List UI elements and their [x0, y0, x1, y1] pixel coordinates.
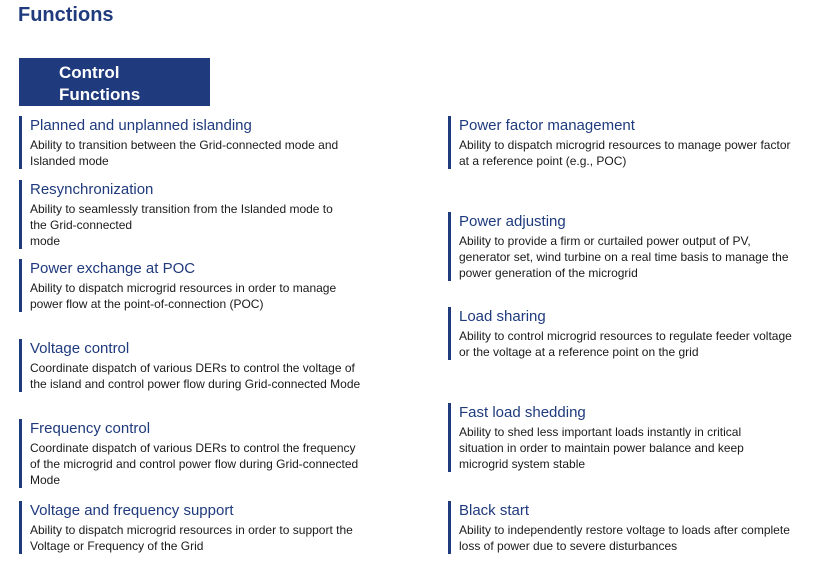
description-line: generator set, wind turbine on a real time basis to manage the [459, 250, 789, 264]
function-fast-load-shedding [448, 403, 828, 472]
function-title: Power factor management [459, 117, 635, 134]
description-line: Coordinate dispatch of various DERs to control the voltage of [30, 361, 355, 375]
function-power-exchange-poc [19, 259, 419, 312]
description-line: loss of power due to severe disturbances [459, 539, 678, 553]
function-description [30, 280, 419, 312]
function-power-adjusting [448, 212, 832, 281]
description-line: Ability to dispatch microgrid resources in order to manage [30, 281, 337, 295]
function-title: Frequency control [30, 420, 151, 437]
description-line: at a reference point (e.g., POC) [459, 154, 627, 168]
description-line: mode [30, 234, 61, 248]
description-line: Coordinate dispatch of various DERs to control the frequency [30, 441, 356, 455]
description-line: situation in order to maintain power balance and keep [459, 441, 744, 455]
description-line: Ability to dispatch microgrid resources in order to support the [30, 523, 353, 537]
function-title: Power adjusting [459, 213, 566, 230]
function-description [459, 424, 828, 472]
function-description [30, 522, 429, 554]
function-description [30, 137, 419, 169]
function-description [30, 201, 419, 249]
function-description [459, 328, 832, 360]
description-line: Ability to dispatch microgrid resources to manage power factor [459, 138, 791, 152]
function-title: Voltage and frequency support [30, 502, 234, 519]
description-line: Mode [30, 473, 61, 487]
banner-line-1: Control [59, 63, 120, 82]
function-description [30, 440, 429, 488]
function-title: Voltage control [30, 340, 130, 357]
description-line: Ability to control microgrid resources to regulate feeder voltage [459, 329, 792, 343]
description-line: or the voltage at a reference point on the grid [459, 345, 699, 359]
description-line: Ability to provide a firm or curtailed power output of PV, [459, 234, 751, 248]
function-voltage-frequency-support [19, 501, 429, 554]
description-line: power flow at the point-of-connection (POC) [30, 297, 264, 311]
function-power-factor-management [448, 116, 828, 169]
description-line: the island and control power flow during Grid-connected Mode [30, 377, 361, 391]
description-line: Ability to independently restore voltage to loads after complete [459, 523, 790, 537]
function-planned-unplanned-islanding [19, 116, 419, 169]
function-resynchronization [19, 180, 419, 249]
function-title: Planned and unplanned islanding [30, 117, 252, 134]
control-functions-banner [19, 58, 210, 106]
description-line: of the microgrid and control power flow during Grid-connected [30, 457, 359, 471]
description-line: power generation of the microgrid [459, 266, 638, 280]
description-line: microgrid system stable [459, 457, 586, 471]
description-line: Ability to shed less important loads instantly in critical [459, 425, 742, 439]
function-frequency-control [19, 419, 429, 488]
function-description [459, 522, 832, 554]
description-line: Ability to seamlessly transition from the Islanded mode to [30, 202, 333, 216]
description-line: the Grid-connected [30, 218, 133, 232]
function-title: Black start [459, 502, 530, 519]
function-title: Resynchronization [30, 181, 154, 198]
function-black-start [448, 501, 832, 554]
function-load-sharing [448, 307, 832, 360]
function-title: Fast load shedding [459, 404, 586, 421]
description-line: Islanded mode [30, 154, 109, 168]
function-title: Load sharing [459, 308, 546, 325]
function-description [459, 137, 828, 169]
function-title: Power exchange at POC [30, 260, 196, 277]
function-voltage-control [19, 339, 429, 392]
description-line: Ability to transition between the Grid-connected mode and [30, 138, 339, 152]
page-title: Functions [18, 4, 114, 26]
function-description [30, 360, 429, 392]
banner-line-2: Functions [59, 85, 141, 104]
function-description [459, 233, 832, 281]
description-line: Voltage or Frequency of the Grid [30, 539, 204, 553]
